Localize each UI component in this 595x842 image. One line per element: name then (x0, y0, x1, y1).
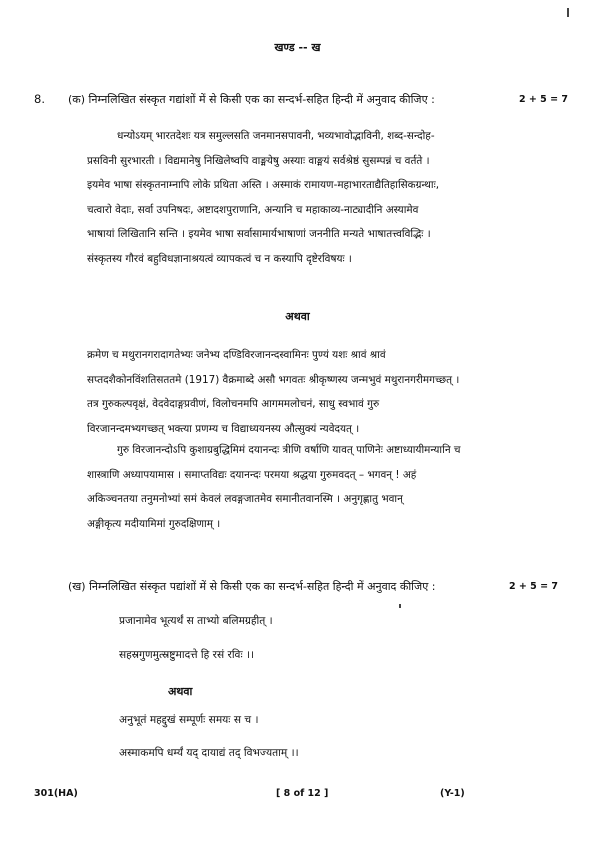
passage-3-line: शास्त्राणि अध्यापयामास । समाप्तविद्यः दयानन्दः परमया श्रद्धया गुरुमवदत् – भगवन् ! अहं (87, 468, 417, 481)
page-number: [ 8 of 12 ] (276, 788, 329, 799)
passage-3 (87, 438, 461, 536)
verse-2-line-1: अनुभूतं महद्दुखं सम्पूर्णः समयः स च । (119, 714, 259, 726)
passage-1-line: प्रसविनी सुरभारती । विद्यमानेषु निखिलेष्वपि वाङ्मयेषु अस्याः वाङ्मयं सर्वश्रेष्ठं सुसम्पन्नं च वर्तते । (87, 154, 430, 167)
part-a-marks: 2 + 5 = 7 (519, 94, 568, 105)
passage-1 (87, 124, 439, 271)
verse-1-line-2: सहस्रगुणमुत्स्रष्टुमादत्ते हि रसं रविः ।। (119, 649, 254, 661)
part-a-instruction: (क) निम्नलिखित संस्कृत गद्यांशों में से किसी एक का सन्दर्भ-सहित हिन्दी में अनुवाद कीजिए : (68, 93, 435, 106)
passage-2-line: क्रमेण च मथुरानगरादागतेभ्यः जनेभ्य दण्डिविरजानन्दस्वामिनः पुण्यं यशः श्रावं श्रावं (87, 349, 386, 361)
verse-2-line-2: अस्माकमपि धर्म्यं यद् दायाद्यं तद् विभज्यताम् ।। (119, 747, 299, 759)
passage-1-line: इयमेव भाषा संस्कृतनाम्नापि लोके प्रथिता अस्ति । अस्माकं रामायण-महाभारताद्यैतिहासिकग्रन्थाः, (87, 179, 440, 191)
part-b-marks: 2 + 5 = 7 (509, 581, 558, 592)
question-number: 8. (34, 92, 45, 106)
part-b-instruction: (ख) निम्नलिखित संस्कृत पद्यांशों में से किसी एक का सन्दर्भ-सहित हिन्दी में अनुवाद कीजिए : (68, 580, 436, 593)
passage-3-line: अङ्गीकृत्य मदीयामिमां गुरुदक्षिणाम् । (87, 517, 221, 530)
passage-1-line: भाषायां लिखितानि सन्ति । इयमेव भाषा सर्वासामार्यभाषाणां जननीति मन्यते भाषातत्त्वविद्भिः । (87, 228, 431, 240)
paper-code: 301(HA) (34, 788, 78, 799)
scan-speck (399, 604, 401, 608)
or-divider: अथवा (168, 685, 193, 698)
passage-2-line: विरजानन्दमभ्यगच्छत् भक्त्या प्रणम्य च विद्याध्ययनस्य औत्सुक्यं न्यवेदयत् । (87, 422, 360, 435)
or-divider: अथवा (285, 310, 310, 323)
passage-2-line: तत्र गुरुकल्पवृक्षं, वेदवेदाङ्गप्रवीणं, विलोचनमपि आगममलोचनं, साधु स्वभावं गुरु (87, 398, 380, 410)
passage-2-line: सप्तदशैकोनविंशतिसततमे (1917) वैक्रमाब्दे असौ भगवतः श्रीकृष्णस्य जन्मभुवं मथुरानगरीमगच्छत् । (87, 373, 460, 386)
passage-2 (87, 343, 459, 441)
passage-1-line: धन्योऽयम् भारतदेशः यत्र समुल्लसति जनमानसपावनी, भव्यभावोद्भाविनी, शब्द-सन्दोह- (117, 130, 435, 142)
series-code: (Y-1) (440, 788, 465, 799)
passage-1-line: चत्वारो वेदाः, सर्वा उपनिषदः, अष्टादशपुराणानि, अन्यानि च महाकाव्य-नाट्यादीनि अस्यामेव (87, 203, 419, 216)
scan-speck (567, 8, 569, 17)
passage-1-line: संस्कृतस्य गौरवं बहुविधज्ञानाश्रयत्वं व्यापकत्वं च न कस्यापि दृष्टेरविषयः । (87, 252, 352, 265)
passage-3-line: गुरु विरजानन्दोऽपि कुशाग्रबुद्धिमिमं दयानन्दः त्रीणि वर्षाणि यावत् पाणिनेः अष्टाध्यायीमन्यानि च (117, 444, 461, 456)
passage-3-line: अकिञ्चनतया तनुमनोभ्यां समं केवलं लवङ्गजातमेव समानीतवानस्मि । अनुगृह्णातु भवान् (87, 493, 403, 505)
section-title: खण्ड -- ख (274, 41, 321, 54)
verse-1-line-1: प्रजानामेव भूत्यर्थं स ताभ्यो बलिमग्रहीत् । (119, 615, 273, 627)
